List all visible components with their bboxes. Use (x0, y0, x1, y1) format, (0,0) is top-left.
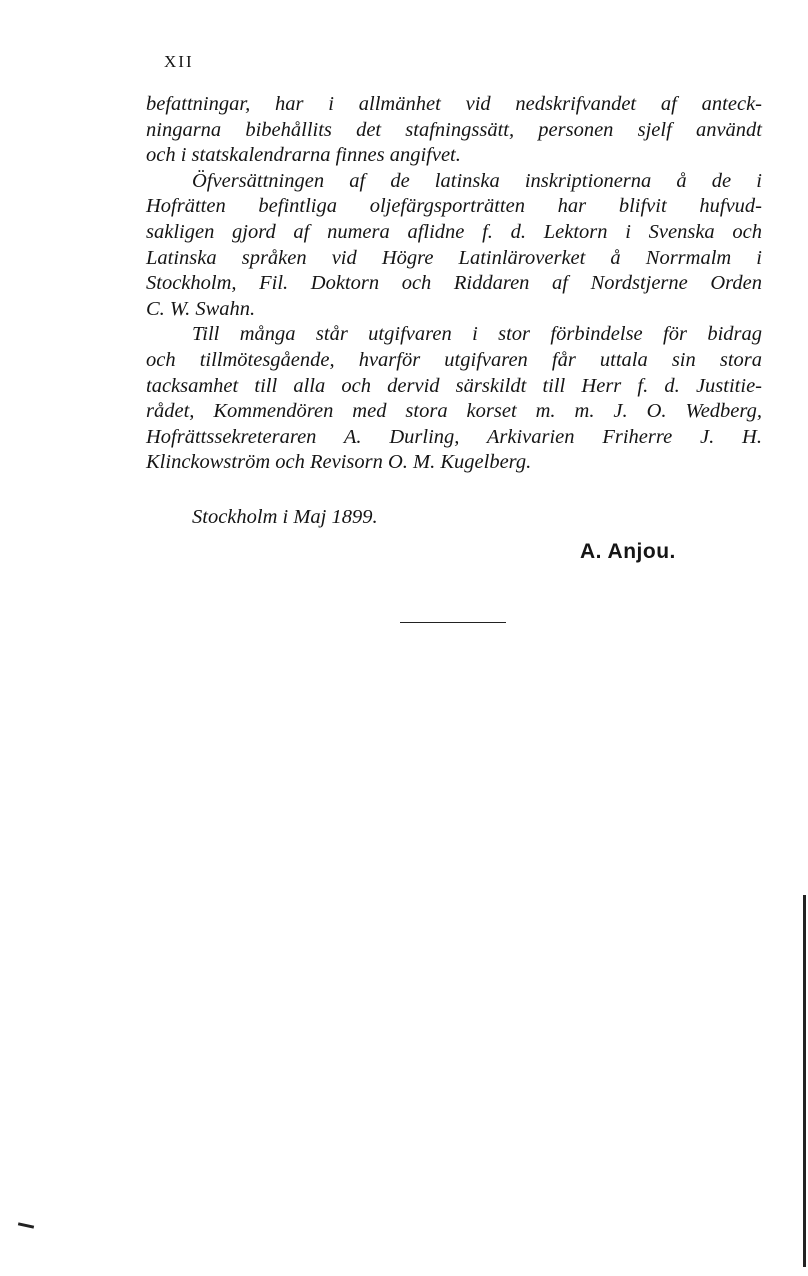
paragraph-1 (146, 92, 762, 169)
text-line: Hofrätten befintliga oljefärgsporträtten har blifvit hufvud- (146, 195, 762, 218)
text-line: Öfversättningen af de latinska inskriptionerna å de i (192, 169, 762, 192)
text-line: ningarna bibehållits det stafningssätt, personen sjelf användt (146, 118, 762, 141)
text-line: Till många står utgifvaren i stor förbindelse för bidrag (192, 323, 762, 346)
text-line: Klinckowström och Revisorn O. M. Kugelberg. (146, 451, 532, 474)
dateline: Stockholm i Maj 1899. (192, 506, 378, 528)
text-line: befattningar, har i allmänhet vid nedskrifvandet af anteck- (146, 93, 762, 115)
page-number: XII (164, 52, 194, 71)
section-divider (400, 622, 506, 623)
text-line: sakligen gjord af numera aflidne f. d. Lektorn i Svenska och (146, 220, 762, 243)
main-text (146, 92, 762, 476)
text-line: C. W. Swahn. (146, 297, 256, 320)
corner-mark (18, 1222, 34, 1228)
text-line: Stockholm, Fil. Doktorn och Riddaren af Nordstjerne Orden (146, 272, 762, 295)
text-line: rådet, Kommendören med stora korset m. m. J. O. Wedberg, (146, 400, 762, 423)
text-line: Hofrättssekreteraren A. Durling, Arkivarien Friherre J. H. (146, 425, 762, 448)
paragraph-2 (146, 169, 762, 323)
paragraph-3 (146, 322, 762, 476)
page-edge-mark (803, 895, 806, 1267)
text-line: Latinska språken vid Högre Latinläroverket å Norrmalm i (146, 246, 762, 269)
text-line: och tillmötesgående, hvarför utgifvaren får uttala sin stora (146, 348, 762, 371)
signature: A. Anjou. (580, 540, 676, 563)
text-line: och i statskalendrarna finnes angifvet. (146, 144, 461, 167)
text-line: tacksamhet till alla och dervid särskildt till Herr f. d. Justitie- (146, 374, 762, 397)
